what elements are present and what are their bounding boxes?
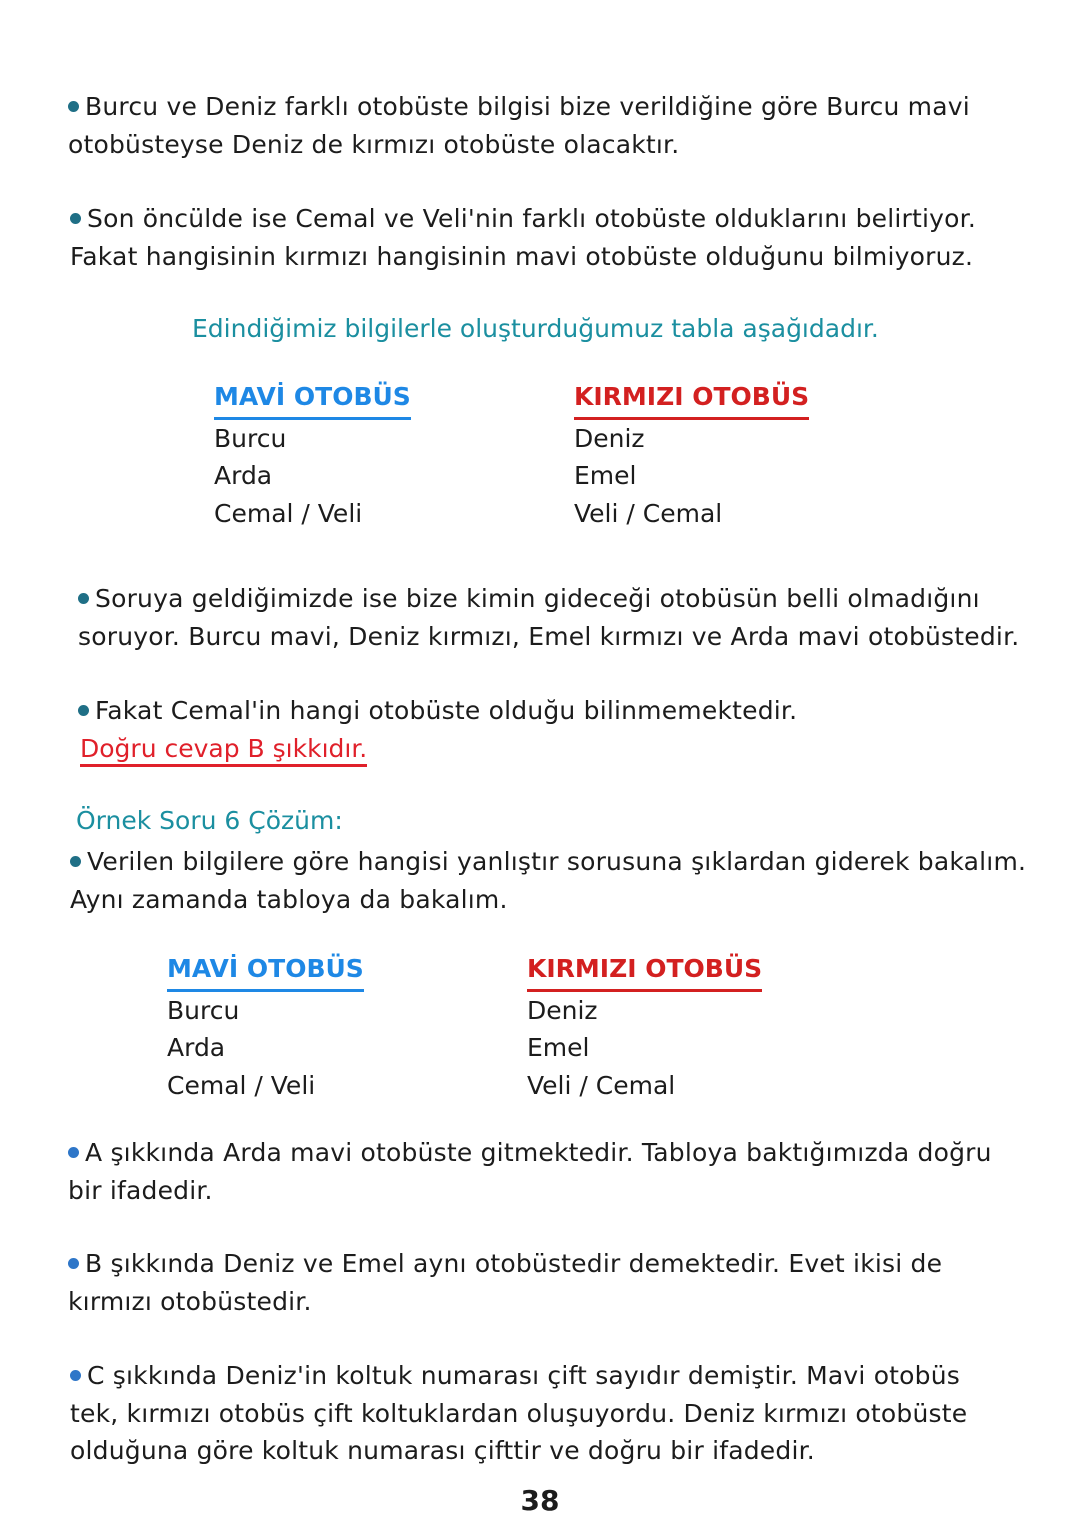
paragraph-3 bbox=[78, 580, 1019, 655]
table-cell: Burcu bbox=[167, 995, 240, 1025]
example-heading: Örnek Soru 6 Çözüm: bbox=[76, 806, 343, 835]
text-line: bir ifadedir. bbox=[68, 1175, 213, 1205]
table2-red-column bbox=[527, 950, 762, 1104]
text-line: Verilen bilgilere göre hangisi yanlıştır sorusuna şıklardan giderek bakalım. bbox=[87, 847, 1027, 876]
table-cell: Deniz bbox=[527, 995, 598, 1025]
text-line: Son öncülde ise Cemal ve Veli'nin farklı otobüste olduklarını belirtiyor. bbox=[87, 204, 976, 233]
text-line: Fakat Cemal'in hangi otobüste olduğu bilinmemektedir. bbox=[95, 696, 798, 725]
paragraph-2 bbox=[70, 200, 976, 275]
paragraph-4 bbox=[78, 692, 797, 730]
text-line: A şıkkında Arda mavi otobüste gitmektedir. Tabloya baktığımızda doğru bbox=[85, 1138, 992, 1167]
paragraph-7 bbox=[68, 1245, 942, 1320]
table1-red-header: KIRMIZI OTOBÜS bbox=[574, 378, 809, 420]
page-number: 38 bbox=[520, 1484, 560, 1517]
table1-blue-column bbox=[214, 378, 411, 532]
text-line: tek, kırmızı otobüs çift koltuklardan oluşuyordu. Deniz kırmızı otobüste bbox=[70, 1398, 968, 1428]
bullet-icon bbox=[70, 1370, 81, 1381]
correct-answer: Doğru cevap B şıkkıdır. bbox=[80, 734, 367, 767]
table1-red-column bbox=[574, 378, 809, 532]
table-cell: Veli / Cemal bbox=[527, 1070, 676, 1100]
table-cell: Arda bbox=[214, 461, 273, 490]
text-line: Soruya geldiğimizde ise bize kimin gideceği otobüsün belli olmadığını bbox=[95, 584, 980, 613]
table-cell: Burcu bbox=[214, 423, 287, 453]
bullet-icon bbox=[78, 705, 89, 716]
table-cell: Arda bbox=[167, 1033, 226, 1062]
text-line: Aynı zamanda tabloya da bakalım. bbox=[70, 884, 508, 914]
table2-blue-header: MAVİ OTOBÜS bbox=[167, 950, 364, 992]
text-line: olduğuna göre koltuk numarası çifttir ve doğru bir ifadedir. bbox=[70, 1436, 815, 1465]
table2-red-header: KIRMIZI OTOBÜS bbox=[527, 950, 762, 992]
table-cell: Veli / Cemal bbox=[574, 498, 723, 528]
paragraph-6 bbox=[68, 1134, 992, 1209]
bullet-icon bbox=[78, 593, 89, 604]
table-cell: Cemal / Veli bbox=[167, 1070, 316, 1100]
bullet-icon bbox=[68, 1147, 79, 1158]
table-cell: Cemal / Veli bbox=[214, 498, 363, 528]
table-cell: Emel bbox=[574, 461, 637, 490]
table1-blue-header: MAVİ OTOBÜS bbox=[214, 378, 411, 420]
table-cell: Emel bbox=[527, 1033, 590, 1062]
text-line: kırmızı otobüstedir. bbox=[68, 1286, 312, 1316]
text-line: otobüsteyse Deniz de kırmızı otobüste olacaktır. bbox=[68, 129, 680, 159]
bullet-icon bbox=[68, 101, 79, 112]
paragraph-8 bbox=[70, 1357, 967, 1470]
paragraph-1 bbox=[68, 88, 970, 163]
text-line: soruyor. Burcu mavi, Deniz kırmızı, Emel kırmızı ve Arda mavi otobüstedir. bbox=[78, 621, 1020, 651]
text-line: B şıkkında Deniz ve Emel aynı otobüstedir demektedir. Evet ikisi de bbox=[85, 1249, 943, 1278]
text-line: Burcu ve Deniz farklı otobüste bilgisi bize verildiğine göre Burcu mavi bbox=[85, 92, 970, 121]
text-line: Fakat hangisinin kırmızı hangisinin mavi otobüste olduğunu bilmiyoruz. bbox=[70, 241, 974, 271]
bullet-icon bbox=[70, 213, 81, 224]
table-cell: Deniz bbox=[574, 423, 645, 453]
paragraph-5 bbox=[70, 843, 1026, 918]
bullet-icon bbox=[68, 1258, 79, 1269]
bullet-icon bbox=[70, 856, 81, 867]
text-line: C şıkkında Deniz'in koltuk numarası çift sayıdır demiştir. Mavi otobüs bbox=[87, 1361, 961, 1390]
table-intro: Edindiğimiz bilgilerle oluşturduğumuz tabla aşağıdadır. bbox=[192, 314, 879, 343]
table2-blue-column bbox=[167, 950, 364, 1104]
